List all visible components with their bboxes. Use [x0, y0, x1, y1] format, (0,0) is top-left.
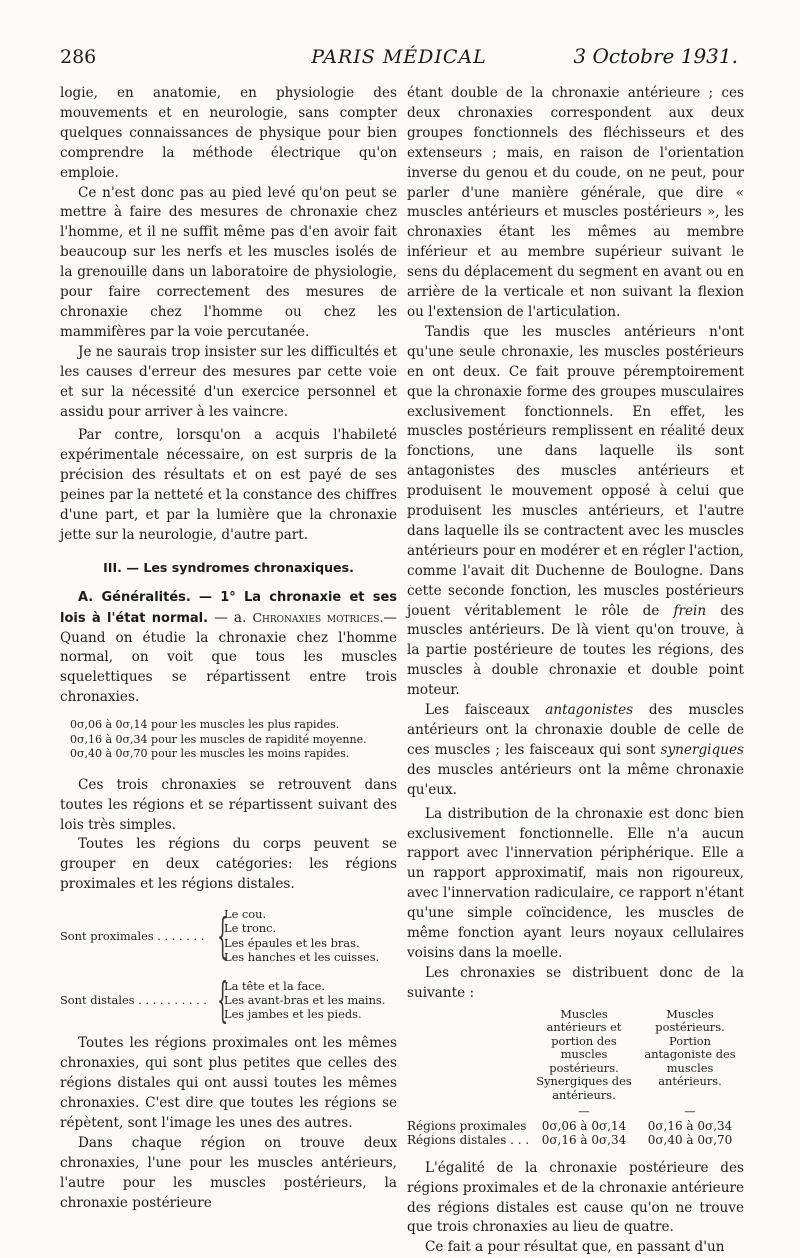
paragraph-text: Tandis que les muscles antérieurs n'ont qu'une seule chronaxie, les muscles postérieurs en ont deux. Ce fait prouve péremptoirement que la chronaxie forme des groupes musculaires exclusivement fonctionnels. En effet, les muscles postérieurs remplissent en réalité deux fonctions, une dans laquelle ils sont antagonistes des muscles antérieurs et produisent le mouvement opposé à celui que produisent les muscles antérieurs, et l'autre dans laquelle ils se contractent avec les muscles antérieurs pour en modérer et en régler l'action, comme l'avait dit Duchenne de Boulogne. Dans cette seconde fonction, les muscles postérieurs jouent véritablement le rôle de: [407, 323, 744, 619]
brace: {: [217, 907, 228, 964]
chronaxie-item: 0σ,40 à 0σ,70 pour les muscles les moins rapides.: [70, 747, 350, 761]
table-cell: 0σ,06 à 0σ,14: [541, 1118, 627, 1133]
chronaxie-list: [70, 718, 397, 762]
table-row: [407, 1119, 744, 1133]
proximal-list: [224, 907, 379, 964]
region-item: Les avant-bras et les mains.: [224, 993, 386, 1008]
page-header: [60, 44, 738, 78]
paragraph: Dans chaque région on trouve deux chronaxies, l'une pour les muscles antérieurs, l'autre pour les muscles postérieurs, la chronaxie postérieure: [60, 1134, 397, 1211]
column-header: Muscles antérieurs et portion des muscles postérieurs. Synergiques des antérieurs.: [536, 1006, 632, 1102]
paragraph: Je ne saurais trop insister sur les difficultés et les causes d'erreur des mesures par cette voie et sur la nécessité d'un exercice personnel et assidu pour arriver à les vaincre.: [60, 343, 397, 420]
table-cell: 0σ,16 à 0σ,34: [647, 1118, 733, 1133]
region-item: Les hanches et les cuisses.: [224, 950, 380, 965]
distal-regions: [60, 972, 397, 1029]
emphasis: frein: [673, 602, 707, 619]
paragraph-text: des muscles antérieurs ont la même chronaxie qu'eux.: [407, 761, 744, 798]
paragraph: Ce fait a pour résultat que, en passant d'un: [425, 1239, 725, 1256]
subsection-paragraph: [60, 588, 397, 708]
paragraph: L'égalité de la chronaxie postérieure des régions proximales et de la chronaxie antérieure des régions distales est cause qu'on ne trouve que trois chronaxies au lieu de quatre.: [407, 1159, 744, 1236]
table-row: [407, 1133, 744, 1147]
region-item: Le tronc.: [224, 921, 277, 936]
region-item: La tête et la face.: [224, 978, 325, 993]
table-header: [407, 1008, 744, 1103]
paragraph: La distribution de la chronaxie est donc bien exclusivement fonctionnelle. Elle n'a aucun rapport avec l'innervation périphérique. Elle a un rapport approximatif, mais non rigoureux, avec l'innervation radiculaire, ce rapport n'étant qu'une simple coïncidence, les muscles de même fonction ayant leurs noyaux cellulaires voisins dans la moelle.: [407, 805, 744, 961]
table-cell: 0σ,16 à 0σ,34: [541, 1132, 627, 1147]
right-column: [407, 84, 744, 1258]
brace: {: [217, 972, 228, 1029]
paragraph: [407, 323, 744, 701]
proximal-label: Sont proximales . . . . . . .: [60, 928, 205, 943]
page-number: 286: [60, 46, 97, 68]
emphasis: synergiques: [660, 741, 744, 758]
proximal-regions: [60, 907, 397, 964]
row-label: Régions proximales: [407, 1118, 527, 1133]
column-header: Muscles postérieurs. Portion antagoniste des muscles antérieurs.: [644, 1006, 736, 1089]
paragraph: logie, en anatomie, en physiologie des mouvements et en neurologie, sans compter quelques connaissances de physique pour bien comprendre la méthode électrique qu'on emploie.: [60, 85, 397, 181]
paragraph: étant double de la chronaxie antérieure ; ces deux chronaxies correspondent aux deux groupes fonctionnels des fléchisseurs et des extenseurs ; mais, en raison de l'orientation inverse du genou et du coude, on ne peut, pour parler d'une manière générale, que dire « muscles antérieurs et muscles postérieurs », les chronaxies étant les mêmes au membre inférieur et au membre supérieur suivant le sens du déplacement du segment en avant ou en arrière de la verticale et non suivant la flexion ou l'extension de l'articulation.: [407, 85, 744, 320]
paragraph-text: des muscles antérieurs. De là vient qu'on trouve, à la partie postérieure de toutes les régions, des muscles à double chronaxie et double point moteur.: [407, 602, 744, 699]
chronaxie-item: 0σ,06 à 0σ,14 pour les muscles les plus rapides.: [70, 718, 340, 732]
chronaxie-item: 0σ,16 à 0σ,34 pour les muscles de rapidité moyenne.: [70, 732, 367, 746]
table-cell: 0σ,40 à 0σ,70: [647, 1132, 733, 1147]
paragraph-text: Les faisceaux: [425, 702, 530, 719]
row-label: Régions distales . . .: [407, 1132, 530, 1147]
subsection-heading: A. Généralités. — 1° La chronaxie et ses lois à l'état normal.: [60, 589, 397, 626]
paragraph: Par contre, lorsqu'on a acquis l'habileté expérimentale nécessaire, on est surpris de la précision des résultats et on est payé de ses peines par la netteté et la constance des chiffres d'une part, et par la lumière que la chronaxie jette sur la neurologie, d'autre part.: [60, 427, 397, 543]
paragraph: Ce n'est donc pas au pied levé qu'on peut se mettre à faire des mesures de chronaxie chez l'homme, et il ne suffit même pas d'en avoir fait beaucoup sur les nerfs et les muscles isolés de la grenouille dans un laboratoire de physiologie, pour faire correctement des mesures de chronaxie chez l'homme ou chez les mammifères par la voie percutanée.: [60, 184, 397, 340]
journal-title: PARIS MÉDICAL: [311, 46, 487, 68]
subsection-letter: — a.: [208, 609, 247, 626]
table-divider: — —: [578, 1104, 696, 1119]
paragraph: Les chronaxies se distribuent donc de la suivante :: [407, 964, 744, 1001]
paragraph-text: des muscles antérieurs ont la chronaxie double de celle de ces muscles ; les faisceaux qui sont: [407, 702, 745, 758]
paragraph: Toutes les régions du corps peuvent se grouper en deux catégories: les régions proximales et les régions distales.: [60, 836, 397, 893]
region-item: Les épaules et les bras.: [224, 935, 360, 950]
chronaxie-table: [407, 1008, 744, 1147]
paragraph: [407, 701, 744, 801]
distal-label: Sont distales . . . . . . . . . .: [60, 993, 207, 1008]
region-item: Le cou.: [224, 907, 267, 922]
region-item: Les jambes et les pieds.: [224, 1007, 362, 1022]
paragraph-text: —Quand on étudie la chronaxie chez l'homme normal, on voit que tous les muscles squelettiques se répartissent entre trois chronaxies.: [60, 609, 398, 706]
issue-date: 3 Octobre 1931.: [573, 44, 738, 68]
paragraph: Ces trois chronaxies se retrouvent dans toutes les régions et se répartissent suivant des lois très simples.: [60, 776, 397, 833]
paragraph: Toutes les régions proximales ont les mêmes chronaxies, qui sont plus petites que celles des régions distales qui ont aussi toutes les mêmes chronaxies. C'est dire que toutes les régions se répètent, sont l'image les unes des autres.: [60, 1035, 397, 1131]
distal-list: [224, 979, 385, 1022]
subsection-topic: Chronaxies motrices.: [252, 609, 384, 625]
left-column: [60, 84, 397, 1213]
section-title: III. — Les syndromes chronaxiques.: [103, 559, 354, 575]
emphasis: antagonistes: [545, 702, 634, 719]
